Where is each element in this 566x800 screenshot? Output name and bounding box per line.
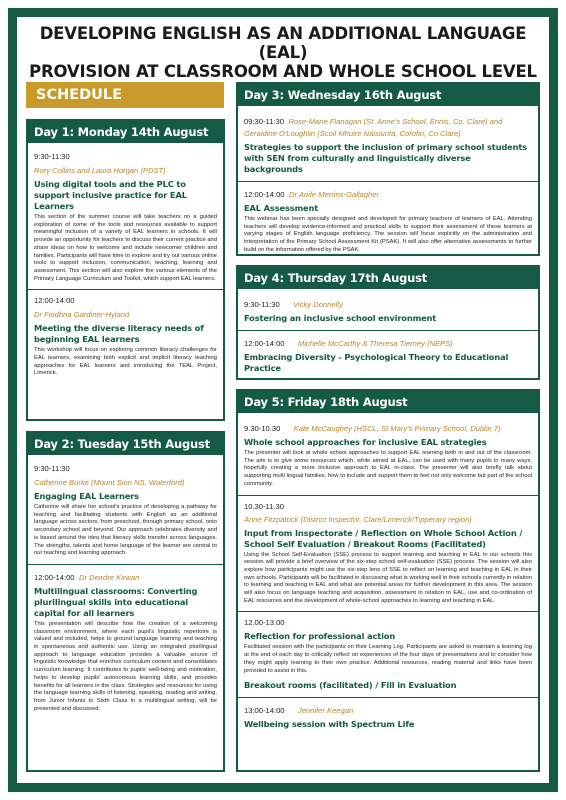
schedule-label: SCHEDULE [26, 82, 224, 108]
day2-header: Day 2: Tuesday 15th August [28, 433, 223, 455]
session-title: Breakout rooms (facilitated) / Fill in Evaluation [244, 680, 457, 691]
session-speaker: Kate McCaughey (HSCL, St Mary's Primary School, Dublin 7) [293, 424, 501, 433]
session-speaker: Dr Fiodhna Gardiner-Hyland [34, 310, 130, 320]
session-title: Whole school approaches for inclusive EAL strategies [244, 437, 487, 447]
session-time: 12:00-14:00 [34, 296, 75, 306]
session-description: This presentation will describe how the creation of a welcoming classroom environment, where each pupil's linguistic repertoire is valued and included, helps to ground language learning and teaching in spontaneous and authentic use. Using an integrated plurilingual approach to language education provides a valuable source of linguistic knowledge that enriches curriculum content and consolidates curriculum learning. It contributes to pupils' well-being and motivation, helps to develop pupils' autonomous learning skills, and provides benefits for all learners in the class. Strategies and resources for using the language learning skills of listening, speaking, reading and writing, from Junior Infants to Sixth Class in a multilingual setting, will be presented and discussed. [34, 620, 217, 712]
session-title: Reflection for professional action [244, 631, 396, 642]
session-speaker: Catherine Burke (Mount Sion NS, Waterford) [34, 478, 185, 487]
session-time: 12:00-14:00 [244, 190, 285, 199]
divider [238, 330, 538, 331]
session-title: Engaging EAL Learners [34, 491, 139, 501]
session-title: Embracing Diversity - Psychological Theory to Educational Practice [244, 352, 509, 373]
session-time: 9:30-11:30 [34, 464, 70, 473]
session-time: 10.30-11.30 [244, 501, 284, 511]
session-speaker: Michelle McCarthy & Theresa Tierney (NEPS) [297, 339, 453, 348]
session-description: This section of the summer course will take teachers on a guided exploration of some of the tools and resources available to support meaningful inclusion of a variety of EAL learners in schools. It will provide an opportunity for teachers to discuss their current practice and share ideas on how to welcome and include newcomer children and families. Participants will have time to explore and try out various online tools to support inclusion, communication, teaching, learning and assessment. This section will also explore the various elements of the Primary Language Curriculum and Toolkit, which support EAL learners. [34, 214, 218, 282]
session-title: Input from Inspectorate / Reflection on Whole School Action / School Self Evaluation / Breakout Rooms (Facilitated) [244, 527, 523, 549]
session-description: This workshop will focus on exploring common literacy challenges for EAL learners, examining both explicit and implicit literacy teaching approaches for EAL learners and introducing the TEAL Project, Limerick. [34, 347, 217, 377]
session-title: Wellbeing session with Spectrum Life [244, 719, 415, 730]
session-description: Catherine will share her school's practice of developing a pathway for teaching and facilitating students with English as an additional language across sectors, from preschool, through primary school, onto secondary school and beyond. Our approach celebrates diversity and is based around the idea that literacy skills transfer across languages. The strengths, talents and home language of the learner are central to our teaching and learning approach. [34, 504, 217, 557]
session-time: 9.30-10.30 [244, 424, 281, 433]
day5-header: Day 5: Friday 18th August [238, 391, 538, 413]
session-time: 09:30-11:30 [244, 117, 284, 126]
session-title: Using digital tools and the PLC to support inclusive practice for EAL Learners [34, 179, 187, 211]
day1-header: Day 1: Monday 14th August [28, 121, 223, 143]
day2-box [26, 431, 225, 772]
session-title: Meeting the diverse literacy needs of beginning EAL learners [34, 323, 204, 345]
day1-box [26, 119, 225, 421]
session-time: 12:00-14:00 [34, 572, 75, 582]
session-description: Facilitated session with the participants on their Learning Log. Participants are asked to maintain a learning log at the end of each day to critically reflect on experiences of the four days of presentations and to consider how they might apply learning to their own practice. Additional resources, reading material and links have been provided to assist in this. [244, 644, 532, 674]
divider [238, 181, 538, 182]
divider [238, 495, 538, 496]
divider [238, 697, 538, 698]
session-time: 12:00-14:00 [244, 339, 285, 348]
session-description: Using the School Self-Evaluation (SSE) process to support learning and teaching in EAL in our schools this session will provide a brief overview of the six-step school self-evaluation (SSE) process. The session will also explore how participants might use the six-step lens of SSE to reflect on learning and teaching in EAL in their own schools. Participants will be facilitated in discussing what is working well in their schools currently in relation to learning and teaching in EAL and what are potential areas for further development in this area. The session will also focus on language teaching and acquisition, assessment in relation to EAL, use and co-ordination of EAL resources and the development of whole-school approaches to learning and teaching in EAL. [244, 551, 532, 604]
session-time: 9:30-11:30 [244, 300, 280, 309]
divider [28, 289, 223, 290]
session-speaker: Dr Deirdre Kirwan [79, 572, 140, 582]
session-speaker: Rose-Marie Flanagan (St. Anne's School, Ennis, Co. Clare) and Geraldine O'Loughlin (Scoil Mhuire Náisiunta, Corofin, Co Clare) [244, 117, 503, 138]
day3-header: Day 3: Wednesday 16th August [238, 84, 538, 106]
title-line-1: DEVELOPING ENGLISH AS AN ADDITIONAL LANGUAGE (EAL) [39, 24, 527, 62]
session-time: 12.00-13.00 [244, 618, 285, 628]
day3-box [236, 82, 540, 256]
session-title: Multilingual classrooms: Converting plurilingual skills into educational capital for all learners [34, 585, 198, 618]
session-title: Fostering an inclusive school environment [244, 313, 437, 323]
day4-header: Day 4: Thursday 17th August [238, 267, 538, 289]
divider [28, 564, 223, 565]
session-speaker: Vicky Donnelly [293, 300, 343, 309]
session-speaker: Dr Aoife Merrins-Gallagher [289, 190, 380, 199]
session-description: This webinar has been specially designed and developed for primary teachers of learners of EAL. Attending teachers will develop evidence-informed and practical skills to support their assessment of these learners at varying stages of English language proficiency. The session will focus explicitly on the administration and interpretation of the Primary School Assessment Kit (PSAK). It will also offer alternative assessments to further build on the information offered by the PSAK. [244, 216, 532, 253]
page-title [26, 24, 540, 81]
session-description: The presenter will look at whole school approaches to support EAL learning both in and out of the classroom. The aim is to give some resources which, while aimed at EAL, can be used with many pupils in many ways, hopefully creating a more inclusive approach to EAL in-class. The presenter will also briefly talk about supporting multi lingual families, how to include and support them to feel not only welcome but part of the school community. [244, 450, 532, 487]
day5-box [236, 389, 540, 772]
title-line-2: PROVISION AT CLASSROOM AND WHOLE SCHOOL LEVEL [29, 62, 537, 81]
divider [238, 611, 538, 612]
session-speaker: Jennifer Keegan [297, 706, 354, 716]
session-speaker: Anne Fitzpatrick (District Inspector, Clare/Limerick/Tipperary region) [244, 514, 472, 524]
session-title: Strategies to support the inclusion of primary school students with SEN from culturally and linguistically diverse backgrounds [244, 142, 527, 174]
session-title: EAL Assessment [244, 203, 319, 213]
session-speaker: Rory Collins and Laura Horgan (PDST) [34, 166, 166, 175]
session-time: 13:00-14:00 [244, 706, 285, 716]
day4-box [236, 265, 540, 380]
session-time: 9:30-11:30 [34, 152, 70, 161]
